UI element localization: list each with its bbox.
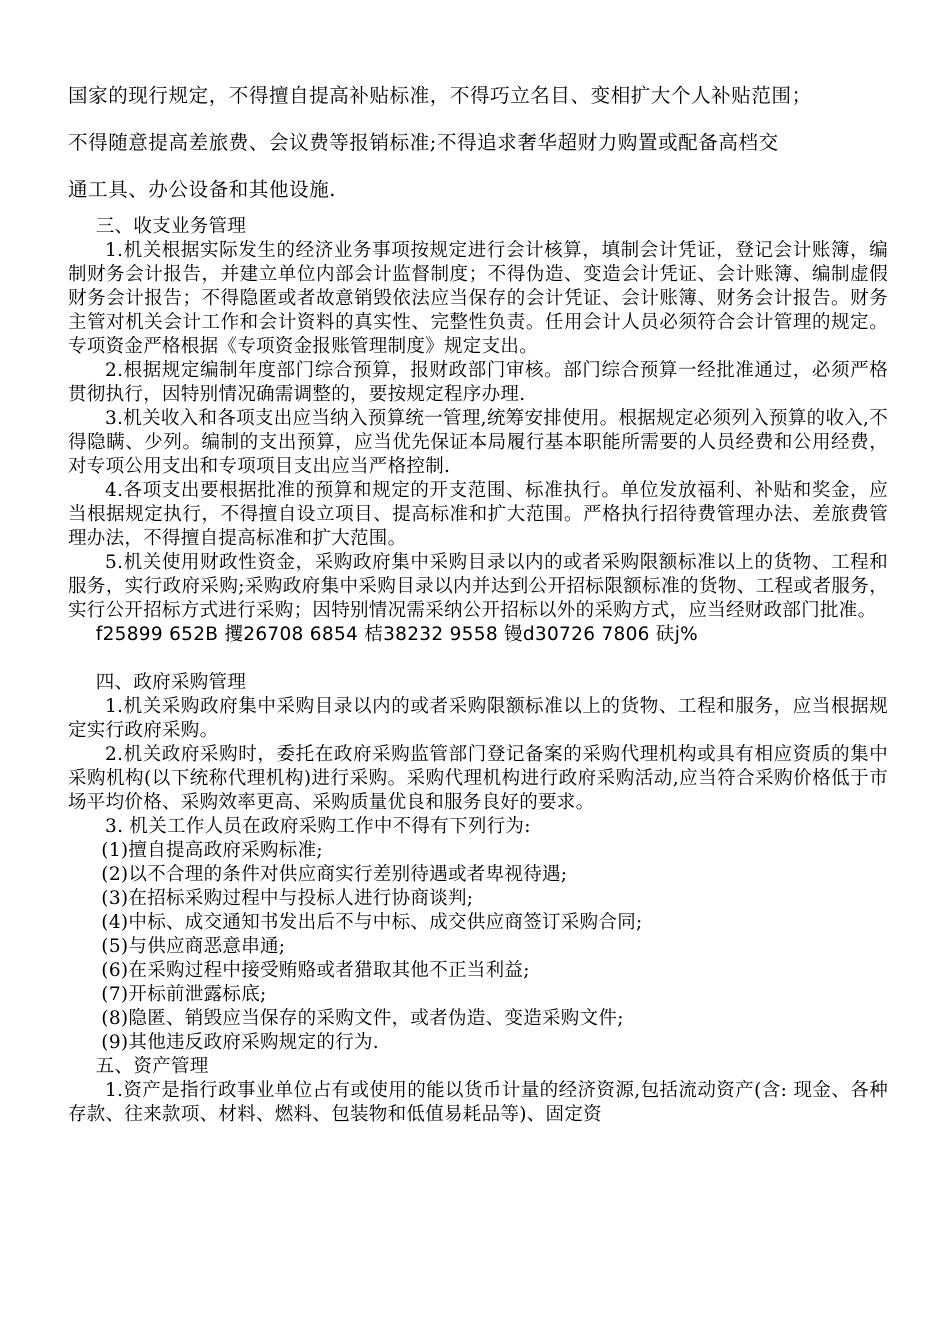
list-item: (9)其他违反政府采购规定的行为.	[101, 1032, 379, 1053]
list-item: (6)在采购过程中接受贿赂或者猎取其他不正当利益;	[101, 960, 530, 981]
paragraph: 4.各项支出要根据批准的预算和规定的开支范围、标准执行。单位发放福利、补贴和奖金，应当根据规定执行，不得擅自设立项目、提高标准和扩大范围。严格执行招待费管理办法、差旅费管理办法，不得擅自提高标准和扩大范围。	[68, 480, 888, 549]
list-item: (7)开标前泄露标底;	[101, 984, 267, 1005]
text-line: 国家的现行规定，不得擅自提高补贴标准，不得巧立名目、变相扩大个人补贴范围；	[68, 84, 812, 107]
document-page	[68, 72, 888, 1127]
paragraph: 1.资产是指行政事业单位占有或使用的能以货币计量的经济资源,包括流动资产(含: 现金、各种存款、往来款项、材料、燃料、包装物和低值易耗品等)、固定资	[68, 1080, 888, 1125]
list-item: (2)以不合理的条件对供应商实行差别待遇或者卑视待遇;	[101, 864, 568, 885]
list-item: (8)隐匿、销毁应当保存的采购文件，或者伪造、变造采购文件;	[101, 1008, 624, 1029]
list-item: (3)在招标采购过程中与投标人进行协商谈判;	[101, 888, 474, 909]
paragraph: 1.机关根据实际发生的经济业务事项按规定进行会计核算，填制会计凭证，登记会计账簿，编制财务会计报告，并建立单位内部会计监督制度；不得伪造、变造会计凭证、会计账簿、编制虚假财务会计报告；不得隐匿或者故意销毁依法应当保存的会计凭证、会计账簿、财务会计报告。财务主管对机关会计工作和会计资料的真实性、完整性负责。任用会计人员必须符合会计管理的规定。专项资金严格根据《专项资金报账管理制度》规定支出。	[68, 240, 888, 357]
paragraph: 1.机关采购政府集中采购目录以内的或者采购限额标准以上的货物、工程和服务，应当根据规定实行政府采购。	[68, 696, 888, 741]
section-heading-procurement: 四、政府采购管理	[95, 672, 247, 693]
section-heading-assets: 五、资产管理	[95, 1056, 209, 1077]
top-paragraph	[68, 72, 888, 213]
list-item: (1)擅自提高政府采购标准;	[101, 840, 323, 861]
list-item: (5)与供应商恶意串通;	[101, 936, 286, 957]
list-item: (4)中标、成交通知书发出后不与中标、成交供应商签订采购合同;	[101, 912, 643, 933]
paragraph: 3. 机关工作人员在政府采购工作中不得有下列行为:	[105, 816, 531, 837]
text-line: 不得随意提高差旅费、会议费等报销标准;不得追求奢华超财力购置或配备高档交	[68, 131, 779, 154]
garbled-code-line: f25899 652B 攫26708 6854 桔38232 9558 镘d30726 7806 砆j%	[95, 624, 699, 645]
section-heading-income-expense: 三、收支业务管理	[95, 216, 247, 237]
paragraph: 2.根据规定编制年度部门综合预算，报财政部门审核。部门综合预算一经批准通过，必须严格贯彻执行，因特别情况确需调整的，要按规定程序办理.	[68, 360, 888, 405]
paragraph: 3.机关收入和各项支出应当纳入预算统一管理,统筹安排使用。根据规定必须列入预算的收入,不得隐瞒、少列。编制的支出预算，应当优先保证本局履行基本职能所需要的人员经费和公用经费，对专项公用支出和专项项目支出应当严格控制.	[68, 408, 888, 477]
document-body	[68, 215, 888, 1127]
text-line: 通工具、办公设备和其他设施.	[68, 178, 337, 201]
spacer	[68, 647, 888, 671]
paragraph: 5.机关使用财政性资金，采购政府集中采购目录以内的或者采购限额标准以上的货物、工程和服务，实行政府采购;采购政府集中采购目录以内并达到公开招标限额标准的货物、工程或者服务，实行公开招标方式进行采购；因特别情况需采纳公开招标以外的采购方式，应当经财政部门批准。	[68, 552, 888, 621]
paragraph: 2.机关政府采购时，委托在政府采购监管部门登记备案的采购代理机构或具有相应资质的集中采购机构(以下统称代理机构)进行采购。采购代理机构进行政府采购活动,应当符合采购价格低于市场平均价格、采购效率更高、采购质量优良和服务良好的要求。	[68, 744, 888, 813]
